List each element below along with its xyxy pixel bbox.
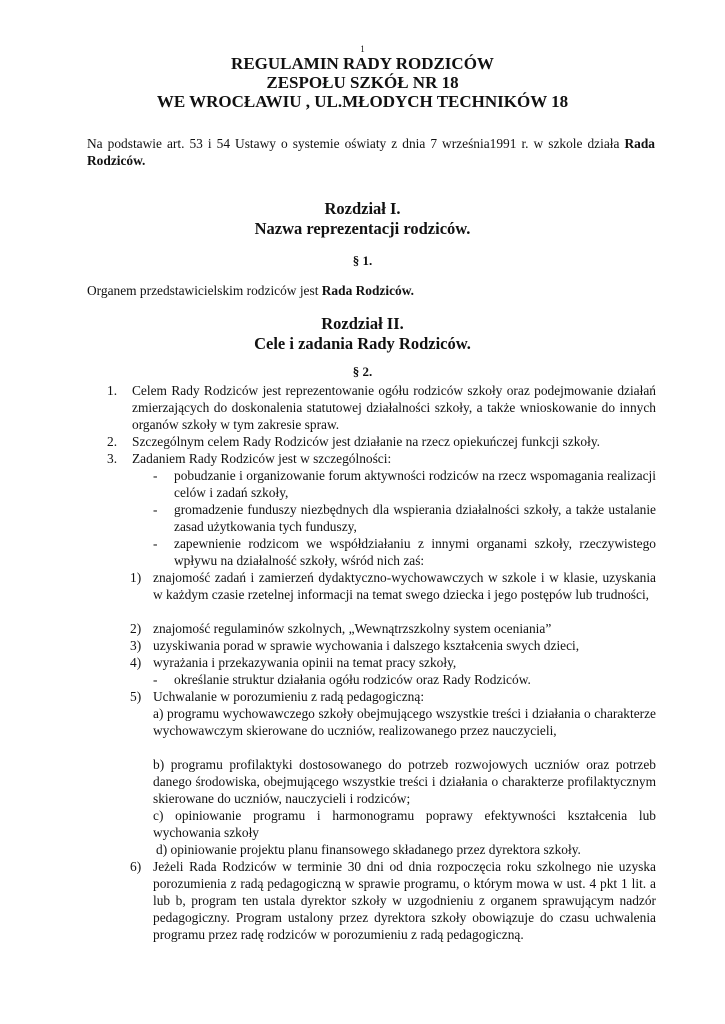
item-1-number: 1. (107, 383, 118, 398)
subitem-1: znajomość zadań i zamierzeń dydaktyczno-wychowawczych w szkole i w klasie, uzyskania w każdym czasie rzetelnej informacji na temat swego dziecka i jego postępów lub trudności, (153, 570, 656, 602)
dash-item-3: zapewnienie rodzicom we współdziałaniu z innymi organami szkoły, rzeczywistego wpływu na działalność szkoły, wśród nich zaś: (174, 536, 656, 568)
intro-bold: Rada Rodziców. (87, 136, 655, 168)
subitem-3-number: 3) (130, 638, 142, 653)
subitem-5b: b) programu profilaktyki dostosowanego do potrzeb rozwojowych uczniów oraz potrzeb danego środowiska, obejmującego wszystkie treści i działania o charakterze profilaktycznym skierowane do uczniów, nauczycieli i rodziców; (153, 757, 656, 806)
chapter1-subheading: Nazwa reprezentacji rodziców. (254, 219, 471, 238)
title-line-1: REGULAMIN RADY RODZICÓW (231, 54, 494, 73)
title-line-3: WE WROCŁAWIU , UL.MŁODYCH TECHNIKÓW 18 (156, 92, 569, 111)
chapter1-plain: Organem przedstawicielskim rodziców jest (87, 283, 322, 298)
chapter2-heading: Rozdział II. (321, 314, 404, 333)
page-number: 1 (360, 44, 365, 54)
chapter1-heading: Rozdział I. (324, 199, 401, 218)
title-line-2: ZESPOŁU SZKÓŁ NR 18 (266, 73, 459, 92)
dash-1: - (153, 468, 158, 483)
subitem-5-number: 5) (130, 689, 142, 704)
subitem-4-dash: - (153, 672, 158, 687)
subitem-4: wyrażania i przekazywania opinii na temat pracy szkoły, (153, 655, 457, 670)
dash-2: - (153, 502, 158, 517)
dash-item-1: pobudzanie i organizowanie forum aktywności rodziców na rzecz wspomagania realizacji celów i zadań szkoły, (174, 468, 656, 500)
subitem-5a: a) programu wychowawczego szkoły obejmującego wszystkie treści i działania o charakterze wychowawczym skierowane do uczniów, realizowanego przez nauczycieli, (153, 706, 656, 738)
subitem-3: uzyskiwania porad w sprawie wychowania i dalszego kształcenia swych dzieci, (153, 638, 580, 653)
subitem-4-detail: określanie struktur działania ogółu rodziców oraz Rady Rodziców. (174, 672, 531, 687)
subitem-5c: c) opiniowanie programu i harmonogramu poprawy efektywności kształcenia lub wychowania szkoły (153, 808, 656, 840)
chapter1-paragraph-mark: § 1. (352, 253, 373, 268)
dash-3: - (153, 536, 158, 551)
subitem-5: Uchwalanie w porozumieniu z radą pedagogiczną: (153, 689, 425, 704)
dash-item-2: gromadzenie funduszy niezbędnych dla wspierania działalności szkoły, a także ustalanie zasad użytkowania tych funduszy, (174, 502, 656, 534)
item-3: Zadaniem Rady Rodziców jest w szczególności: (132, 451, 392, 466)
item-2: Szczególnym celem Rady Rodziców jest działanie na rzecz opiekuńczej funkcji szkoły. (132, 434, 600, 449)
chapter2-paragraph-mark: § 2. (352, 364, 373, 379)
chapter2-subheading: Cele i zadania Rady Rodziców. (254, 334, 471, 353)
subitem-2-number: 2) (130, 621, 142, 636)
chapter1-bold: Rada Rodziców. (321, 283, 415, 298)
subitem-6-number: 6) (130, 859, 142, 874)
subitem-2: znajomość regulaminów szkolnych, „Wewnątrzszkolny system oceniania” (153, 621, 552, 636)
chapter1-text (87, 282, 414, 299)
document-title (60, 54, 665, 111)
subitem-1-number: 1) (130, 570, 142, 585)
item-3-number: 3. (107, 451, 118, 466)
subitem-5d: d) opiniowanie projektu planu finansowego składanego przez dyrektora szkoły. (156, 842, 581, 857)
item-2-number: 2. (107, 434, 118, 449)
item-1: Celem Rady Rodziców jest reprezentowanie ogółu rodziców szkoły oraz podejmowanie działań zmierzających do doskonalenia statutowej działalności szkoły, a także wnioskowanie do innych organów szkoły w tym zakresie spraw. (132, 383, 656, 432)
intro-paragraph (87, 135, 655, 169)
subitem-6: Jeżeli Rada Rodziców w terminie 30 dni od dnia rozpoczęcia roku szkolnego nie uzyska porozumienia z radą pedagogiczną w sprawie programu, o którym mowa w ust. 4 pkt 1 lit. a lub b, program ten ustala dyrektor szkoły w uzgodnieniu z organem sprawującym nadzór pedagogiczny. Program ustalony przez dyrektora szkoły obowiązuje do czasu uchwalenia programu przez radę rodziców w porozumieniu z radą pedagogiczną. (153, 859, 656, 942)
intro-text: Na podstawie art. 53 i 54 Ustawy o systemie oświaty z dnia 7 września1991 r. w szkole działa (87, 136, 625, 151)
subitem-4-number: 4) (130, 655, 142, 670)
